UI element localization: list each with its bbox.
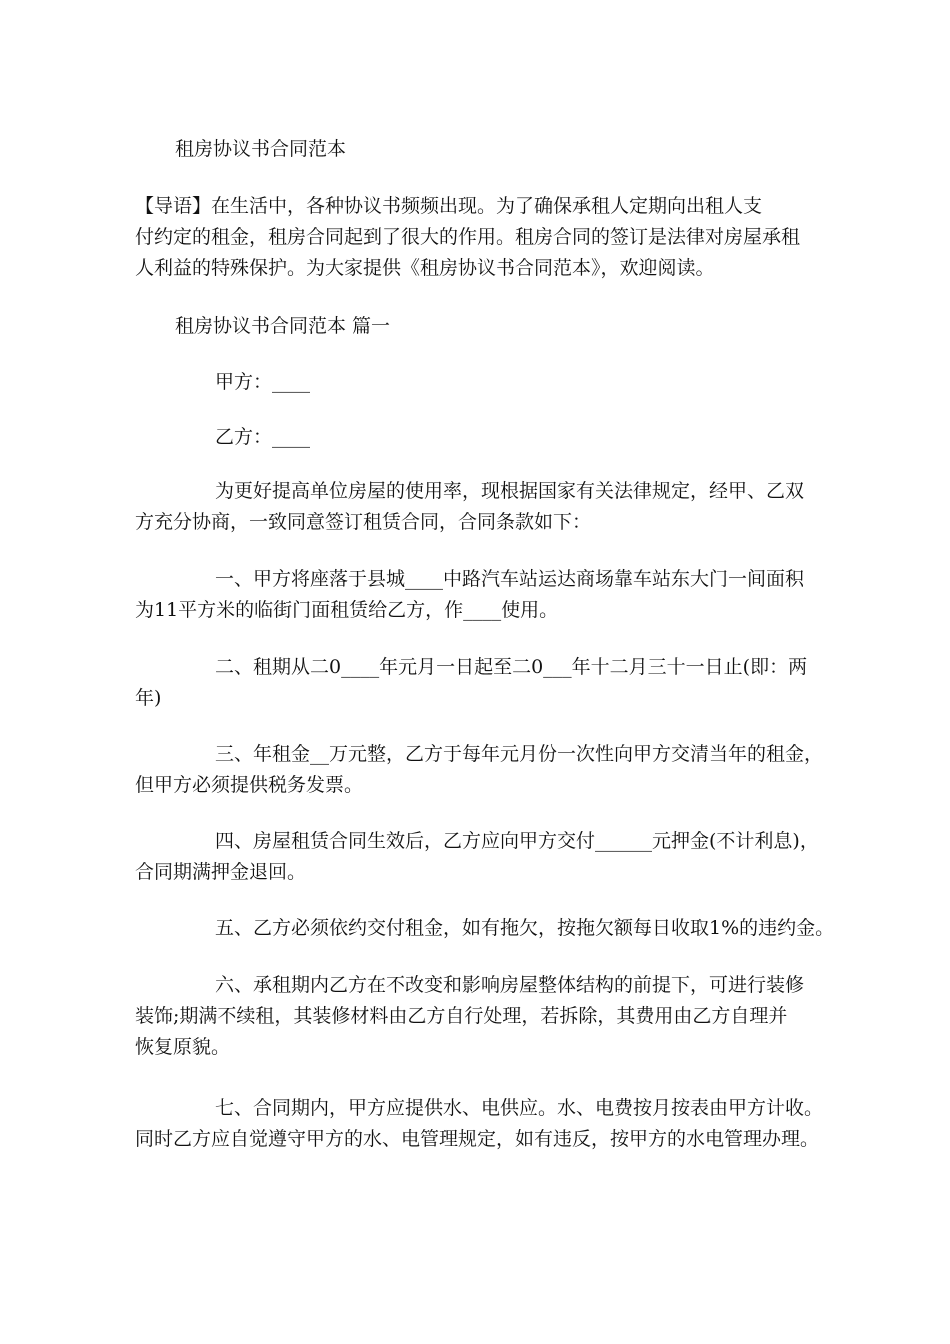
paragraph-clause-6 (135, 970, 825, 1063)
paragraph-line-text: 方充分协商，一致同意签订租赁合同，合同条款如下： (135, 511, 592, 533)
paragraph-line (135, 857, 825, 888)
paragraph-line (135, 913, 835, 944)
paragraph-clause-2 (135, 652, 825, 714)
paragraph-line (135, 1032, 825, 1063)
paragraph-line-text: 三、年租金__万元整，乙方于每年元月份一次性向甲方交清当年的租金， (215, 743, 824, 765)
paragraph-line-text: 六、承租期内乙方在不改变和影响房屋整体结构的前提下，可进行装修 (215, 974, 805, 996)
intro-line-1-text: 【导语】在生活中，各种协议书频频出现。为了确保承租人定期向出租人支 (135, 195, 763, 217)
paragraph-line (135, 970, 825, 1001)
paragraph-clause-1 (135, 564, 825, 626)
intro-line-2-text: 付约定的租金，租房合同起到了很大的作用。租房合同的签订是法律对房屋承租 (135, 226, 801, 248)
paragraph-line-text: 恢复原貌。 (135, 1036, 231, 1058)
document-title: 租房协议书合同范本 (175, 138, 347, 160)
intro-line-3 (135, 253, 825, 284)
paragraph-line (135, 739, 825, 770)
paragraph-clause-5 (135, 913, 835, 944)
paragraph-line-text: 但甲方必须提供税务发票。 (135, 774, 364, 796)
paragraph-line-text: 合同期满押金退回。 (135, 861, 307, 883)
paragraph-line-text: 为更好提高单位房屋的使用率，现根据国家有关法律规定，经甲、乙双 (215, 480, 805, 502)
paragraph-clause-3 (135, 739, 825, 801)
paragraph-line (135, 652, 825, 683)
paragraph-line (135, 683, 825, 714)
intro-line-2 (135, 222, 825, 253)
section-title: 租房协议书合同范本 篇一 (175, 315, 391, 337)
paragraph-line (135, 507, 825, 538)
paragraph-clause-7 (135, 1093, 825, 1155)
paragraph-line-text: 年) (135, 687, 162, 709)
paragraph-line-text: 五、乙方必须依约交付租金，如有拖欠，按拖欠额每日收取1%的违约金。 (215, 917, 835, 939)
paragraph-line-text: 七、合同期内，甲方应提供水、电供应。水、电费按月按表由甲方计收。 (215, 1097, 824, 1119)
paragraph-line-text: 同时乙方应自觉遵守甲方的水、电管理规定，如有违反，按甲方的水电管理办理。 (135, 1128, 820, 1150)
intro-line-3-text: 人利益的特殊保护。为大家提供《租房协议书合同范本》，欢迎阅读。 (135, 257, 715, 279)
paragraph-line-text: 二、租期从二0____年元月一日起至二0___年十二月三十一日止(即：两 (215, 656, 808, 678)
paragraph-line-text: 为11平方米的临街门面租赁给乙方，作____使用。 (135, 599, 559, 621)
paragraph-line (135, 1001, 825, 1032)
intro-line-1 (135, 191, 825, 222)
paragraph-line-text: 四、房屋租赁合同生效后，乙方应向甲方交付______元押金(不计利息)， (215, 830, 819, 852)
paragraph-line-text: 装饰;期满不续租，其装修材料由乙方自行处理，若拆除，其费用由乙方自理并 (135, 1005, 788, 1027)
paragraph-line (135, 1093, 825, 1124)
paragraph-line (135, 1124, 825, 1155)
party-a-line: 甲方：____ (215, 371, 311, 393)
paragraph-clause-4 (135, 826, 825, 888)
party-b-line: 乙方：____ (215, 426, 311, 448)
paragraph-line (135, 476, 825, 507)
paragraph-line (135, 564, 825, 595)
paragraph-line (135, 595, 825, 626)
paragraph-line (135, 826, 825, 857)
paragraph-preamble (135, 476, 825, 538)
intro-paragraph (135, 191, 825, 284)
paragraph-line (135, 770, 825, 801)
paragraph-line-text: 一、甲方将座落于县城____中路汽车站运达商场靠车站东大门一间面积 (215, 568, 805, 590)
